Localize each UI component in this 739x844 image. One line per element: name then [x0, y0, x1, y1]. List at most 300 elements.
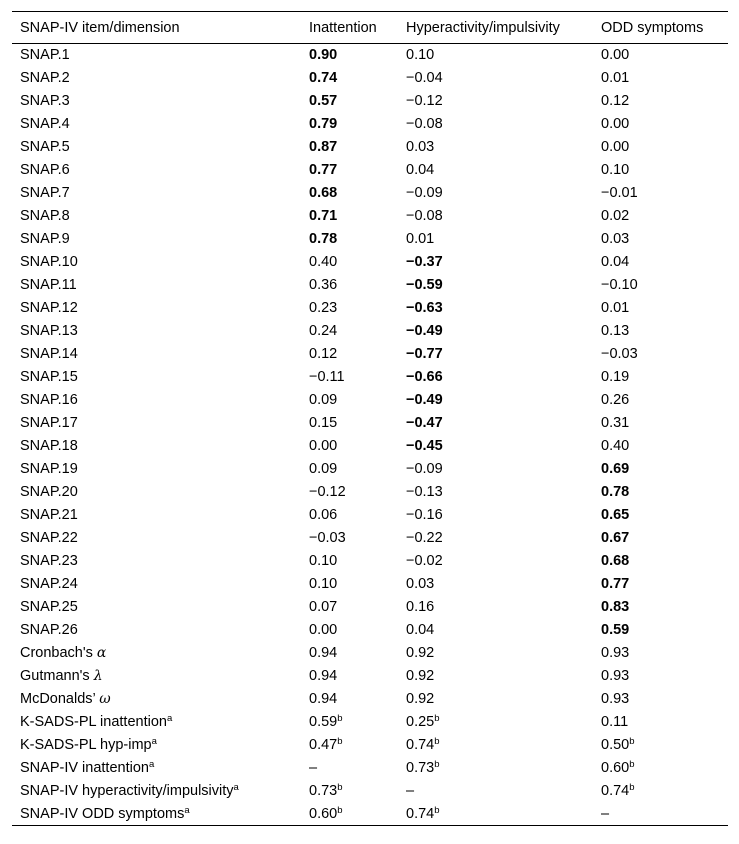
value-cell [301, 435, 398, 458]
value-cell [398, 251, 593, 274]
cell-value: 0.59 [601, 622, 630, 638]
value-cell [593, 458, 728, 481]
row-label [12, 182, 301, 205]
value-cell [398, 412, 593, 435]
cell-value: 0.10 [601, 162, 630, 178]
header-inattention: Inattention [301, 12, 398, 44]
row-label [12, 113, 301, 136]
row-label [12, 44, 301, 67]
row-label [12, 665, 301, 688]
cell-value: 0.24 [309, 323, 338, 339]
value-cell [593, 481, 728, 504]
footnote-marker: a [184, 804, 190, 816]
value-cell [593, 297, 728, 320]
value-cell [301, 458, 398, 481]
table-row [12, 136, 728, 159]
factor-loadings-table [12, 11, 728, 826]
cell-value: 0.73 [309, 783, 338, 799]
cell-value: 0.26 [601, 392, 630, 408]
row-label [12, 734, 301, 757]
cell-value: 0.67 [601, 530, 630, 546]
value-cell [398, 757, 593, 780]
value-cell [301, 412, 398, 435]
value-cell [301, 734, 398, 757]
value-cell [593, 343, 728, 366]
cell-value: 0.15 [309, 415, 338, 431]
value-cell [398, 44, 593, 67]
table-row [12, 619, 728, 642]
footnote-marker: b [629, 782, 635, 793]
cell-value: 0.74 [406, 805, 435, 822]
cell-value: 0.93 [601, 645, 630, 661]
value-cell [593, 136, 728, 159]
footnote-marker: b [434, 713, 440, 724]
cell-value: 0.90 [309, 47, 338, 64]
cell-value: 0.71 [309, 208, 338, 224]
value-cell [398, 504, 593, 527]
value-cell [398, 366, 593, 389]
table-row [12, 780, 728, 803]
cell-value: 0.94 [309, 668, 338, 684]
value-cell [593, 228, 728, 251]
value-cell [398, 458, 593, 481]
row-label-text: SNAP.20 [20, 484, 78, 500]
value-cell [301, 596, 398, 619]
value-cell [398, 228, 593, 251]
cell-value: 0.03 [601, 231, 630, 247]
cell-value: 0.77 [601, 576, 630, 592]
value-cell [593, 366, 728, 389]
row-label [12, 159, 301, 182]
table-header-row [12, 12, 728, 44]
cell-value: −0.59 [406, 277, 443, 293]
row-label [12, 550, 301, 573]
value-cell [301, 389, 398, 412]
value-cell [398, 688, 593, 711]
value-cell [398, 297, 593, 320]
cell-value: −0.10 [601, 277, 638, 293]
value-cell [301, 481, 398, 504]
row-label-text: SNAP.8 [20, 208, 70, 224]
row-label-text: SNAP.13 [20, 323, 78, 339]
cell-value: 0.23 [309, 300, 338, 316]
value-cell [398, 435, 593, 458]
cell-value: 0.93 [601, 668, 630, 684]
row-label [12, 458, 301, 481]
table-row [12, 320, 728, 343]
row-label [12, 481, 301, 504]
table-row [12, 550, 728, 573]
table-row [12, 343, 728, 366]
cell-value: 0.31 [601, 415, 630, 431]
row-label-text: SNAP.15 [20, 369, 78, 385]
row-label [12, 343, 301, 366]
row-label-text: SNAP.11 [20, 277, 77, 293]
value-cell [398, 90, 593, 113]
value-cell [301, 320, 398, 343]
row-label-text: SNAP-IV inattention [20, 760, 149, 776]
row-label [12, 389, 301, 412]
cell-value: 0.79 [309, 116, 338, 132]
table-row [12, 389, 728, 412]
row-label [12, 527, 301, 550]
cell-value: 0.40 [309, 254, 338, 270]
row-label [12, 366, 301, 389]
cell-value: 0.69 [601, 461, 630, 477]
cell-value: 0.11 [601, 714, 629, 730]
value-cell [398, 596, 593, 619]
table-row [12, 274, 728, 297]
value-cell [398, 734, 593, 757]
footnote-marker: b [434, 759, 440, 770]
value-cell [398, 665, 593, 688]
cell-value: 0.00 [601, 139, 630, 155]
value-cell [301, 780, 398, 803]
value-cell [398, 642, 593, 665]
row-label-text: Gutmann's [20, 668, 94, 684]
cell-value: 0.10 [309, 576, 338, 592]
value-cell [593, 205, 728, 228]
row-label [12, 619, 301, 642]
cell-value: 0.00 [309, 438, 338, 454]
cell-value: −0.12 [309, 484, 346, 500]
value-cell [593, 435, 728, 458]
value-cell [398, 182, 593, 205]
value-cell [593, 780, 728, 803]
row-label-text: SNAP.2 [20, 70, 70, 86]
row-label [12, 205, 301, 228]
value-cell [301, 527, 398, 550]
table-row [12, 412, 728, 435]
value-cell [301, 297, 398, 320]
value-cell [593, 251, 728, 274]
value-cell [593, 550, 728, 573]
cell-value: 0.92 [406, 691, 435, 707]
cell-value: 0.04 [406, 162, 435, 178]
value-cell [593, 619, 728, 642]
row-label [12, 711, 301, 734]
value-cell [301, 159, 398, 182]
cell-value: 0.10 [406, 47, 435, 64]
cell-value: 0.00 [601, 47, 630, 64]
cell-value: −0.11 [309, 369, 345, 385]
row-label-text: SNAP.9 [20, 231, 70, 247]
footnote-marker: b [337, 782, 343, 793]
cell-value: 0.03 [406, 576, 435, 592]
row-label [12, 274, 301, 297]
table-row [12, 113, 728, 136]
value-cell [301, 136, 398, 159]
value-cell [301, 642, 398, 665]
cell-value: 0.68 [309, 185, 338, 201]
row-label [12, 504, 301, 527]
table-row [12, 504, 728, 527]
cell-value: 0.65 [601, 507, 630, 523]
cell-value: 0.01 [601, 300, 630, 316]
row-label [12, 435, 301, 458]
cell-value: −0.02 [406, 553, 443, 569]
row-label [12, 228, 301, 251]
table-row [12, 182, 728, 205]
cell-value: −0.45 [406, 438, 443, 454]
table-body [12, 44, 728, 826]
value-cell [398, 389, 593, 412]
row-label-text: SNAP.4 [20, 116, 70, 132]
value-cell [398, 274, 593, 297]
cell-value: −0.03 [309, 530, 346, 546]
table-row [12, 159, 728, 182]
value-cell [593, 803, 728, 826]
cell-value: 0.87 [309, 139, 338, 155]
cell-value: 0.57 [309, 93, 338, 109]
row-label-text: SNAP.14 [20, 346, 78, 362]
row-label [12, 780, 301, 803]
value-cell [593, 159, 728, 182]
value-cell [398, 113, 593, 136]
cell-value: −0.09 [406, 185, 443, 201]
footnote-marker: b [629, 736, 635, 747]
cell-value: −0.04 [406, 70, 443, 86]
cell-value: −0.37 [406, 254, 443, 270]
cell-value: 0.12 [601, 93, 630, 109]
table-row [12, 803, 728, 826]
row-label-text: SNAP.18 [20, 438, 78, 454]
row-label-text: SNAP.26 [20, 622, 78, 638]
table-row [12, 596, 728, 619]
row-label-text: SNAP.16 [20, 392, 78, 408]
value-cell [593, 711, 728, 734]
table-row [12, 366, 728, 389]
value-cell [593, 113, 728, 136]
cell-value: 0.73 [406, 760, 435, 776]
row-label [12, 297, 301, 320]
row-label-text: McDonalds’ [20, 691, 100, 707]
cell-value: 0.60 [309, 805, 338, 822]
table-row [12, 527, 728, 550]
value-cell [593, 44, 728, 67]
cell-value: 0.78 [309, 231, 338, 247]
value-cell [593, 527, 728, 550]
cell-value: 0.93 [601, 691, 630, 707]
cell-value: 0.04 [406, 622, 435, 638]
value-cell [593, 67, 728, 90]
row-label [12, 803, 301, 826]
table-row [12, 205, 728, 228]
footnote-marker: b [434, 736, 440, 747]
value-cell [593, 504, 728, 527]
value-cell [593, 596, 728, 619]
cell-value: 0.12 [309, 346, 338, 362]
row-label-text: SNAP.19 [20, 461, 78, 477]
cell-value: 0.04 [601, 254, 630, 270]
row-label-text: SNAP-IV ODD symptoms [20, 805, 185, 822]
row-label [12, 67, 301, 90]
value-cell [301, 550, 398, 573]
footnote-marker: b [337, 713, 343, 724]
value-cell [398, 136, 593, 159]
value-cell [593, 274, 728, 297]
row-label-text: K-SADS-PL inattention [20, 714, 167, 730]
greek-symbol: λ [93, 668, 103, 684]
row-label-text: SNAP.5 [20, 139, 70, 155]
cell-value: −0.49 [406, 323, 443, 339]
cell-value: 0.68 [601, 553, 630, 569]
header-odd-symptoms: ODD symptoms [593, 12, 728, 44]
value-cell [398, 780, 593, 803]
row-label-text: K-SADS-PL hyp-imp [20, 737, 152, 753]
row-label [12, 642, 301, 665]
value-cell [301, 182, 398, 205]
cell-value: 0.00 [601, 116, 630, 132]
table-row [12, 757, 728, 780]
table-row [12, 251, 728, 274]
value-cell [301, 757, 398, 780]
value-cell [593, 665, 728, 688]
value-cell [301, 504, 398, 527]
row-label-text: SNAP.17 [20, 415, 78, 431]
value-cell [301, 688, 398, 711]
footnote-marker: a [148, 759, 155, 770]
row-label-text: SNAP.25 [20, 599, 78, 615]
footnote-marker: b [337, 804, 343, 816]
value-cell [398, 619, 593, 642]
cell-value: 0.36 [309, 277, 338, 293]
cell-value: – [406, 783, 415, 799]
cell-value: 0.10 [309, 553, 338, 569]
value-cell [301, 205, 398, 228]
value-cell [301, 251, 398, 274]
value-cell [593, 573, 728, 596]
table-row [12, 44, 728, 67]
table-row [12, 665, 728, 688]
value-cell [301, 711, 398, 734]
footnote-marker: b [434, 804, 440, 816]
row-label [12, 757, 301, 780]
row-label-text: SNAP.10 [20, 254, 78, 270]
cell-value: −0.66 [406, 369, 443, 385]
value-cell [301, 343, 398, 366]
table-row [12, 688, 728, 711]
row-label-text: SNAP.1 [20, 47, 70, 64]
value-cell [398, 343, 593, 366]
row-label-text: SNAP.23 [20, 553, 78, 569]
value-cell [301, 573, 398, 596]
row-label [12, 90, 301, 113]
factor-loadings-table-container [12, 11, 728, 826]
cell-value: 0.09 [309, 461, 338, 477]
value-cell [398, 803, 593, 826]
table-row [12, 435, 728, 458]
cell-value: −0.47 [406, 415, 443, 431]
cell-value: 0.94 [309, 645, 338, 661]
table-row [12, 67, 728, 90]
greek-symbol: α [96, 645, 107, 661]
footnote-marker: b [337, 736, 343, 747]
value-cell [301, 665, 398, 688]
value-cell [593, 642, 728, 665]
value-cell [593, 320, 728, 343]
cell-value: −0.63 [406, 300, 443, 316]
row-label-text: Cronbach's [20, 645, 97, 661]
table-row [12, 573, 728, 596]
row-label [12, 320, 301, 343]
table-row [12, 481, 728, 504]
cell-value: 0.09 [309, 392, 338, 408]
value-cell [593, 757, 728, 780]
cell-value: 0.19 [601, 369, 630, 385]
cell-value: 0.60 [601, 760, 630, 776]
table-row [12, 90, 728, 113]
cell-value: 0.02 [601, 208, 630, 224]
table-row [12, 711, 728, 734]
value-cell [593, 90, 728, 113]
row-label-text: SNAP.7 [20, 185, 70, 201]
value-cell [593, 734, 728, 757]
cell-value: −0.77 [406, 346, 443, 362]
cell-value: 0.00 [309, 622, 338, 638]
cell-value: −0.09 [406, 461, 443, 477]
cell-value: 0.01 [406, 231, 435, 247]
cell-value: 0.06 [309, 507, 338, 523]
cell-value: 0.13 [601, 323, 630, 339]
table-row [12, 458, 728, 481]
footnote-marker: a [166, 713, 173, 724]
cell-value: 0.77 [309, 162, 338, 178]
value-cell [593, 182, 728, 205]
table-row [12, 297, 728, 320]
cell-value: 0.50 [601, 737, 630, 753]
cell-value: −0.08 [406, 116, 443, 132]
value-cell [301, 90, 398, 113]
row-label-text: SNAP.21 [20, 507, 78, 523]
cell-value: 0.78 [601, 484, 630, 500]
value-cell [301, 619, 398, 642]
cell-value: 0.83 [601, 599, 630, 615]
value-cell [301, 228, 398, 251]
cell-value: −0.03 [601, 346, 638, 362]
value-cell [301, 274, 398, 297]
value-cell [398, 320, 593, 343]
cell-value: 0.92 [406, 645, 435, 661]
cell-value: 0.74 [309, 70, 338, 86]
value-cell [593, 688, 728, 711]
table-row [12, 642, 728, 665]
cell-value: −0.16 [406, 507, 443, 523]
row-label-text: SNAP.6 [20, 162, 70, 178]
cell-value: 0.07 [309, 599, 338, 615]
table-row [12, 734, 728, 757]
header-item-dimension: SNAP-IV item/dimension [12, 12, 301, 44]
cell-value: 0.74 [601, 783, 630, 799]
value-cell [593, 412, 728, 435]
value-cell [301, 67, 398, 90]
value-cell [593, 389, 728, 412]
cell-value: 0.59 [309, 714, 338, 730]
value-cell [301, 366, 398, 389]
value-cell [398, 205, 593, 228]
cell-value: 0.16 [406, 599, 435, 615]
row-label [12, 573, 301, 596]
row-label [12, 136, 301, 159]
row-label-text: SNAP.22 [20, 530, 78, 546]
value-cell [398, 550, 593, 573]
value-cell [301, 44, 398, 67]
cell-value: 0.01 [601, 70, 630, 86]
row-label [12, 251, 301, 274]
footnote-marker: a [151, 736, 157, 747]
cell-value: −0.01 [601, 185, 638, 201]
cell-value: – [309, 760, 318, 776]
